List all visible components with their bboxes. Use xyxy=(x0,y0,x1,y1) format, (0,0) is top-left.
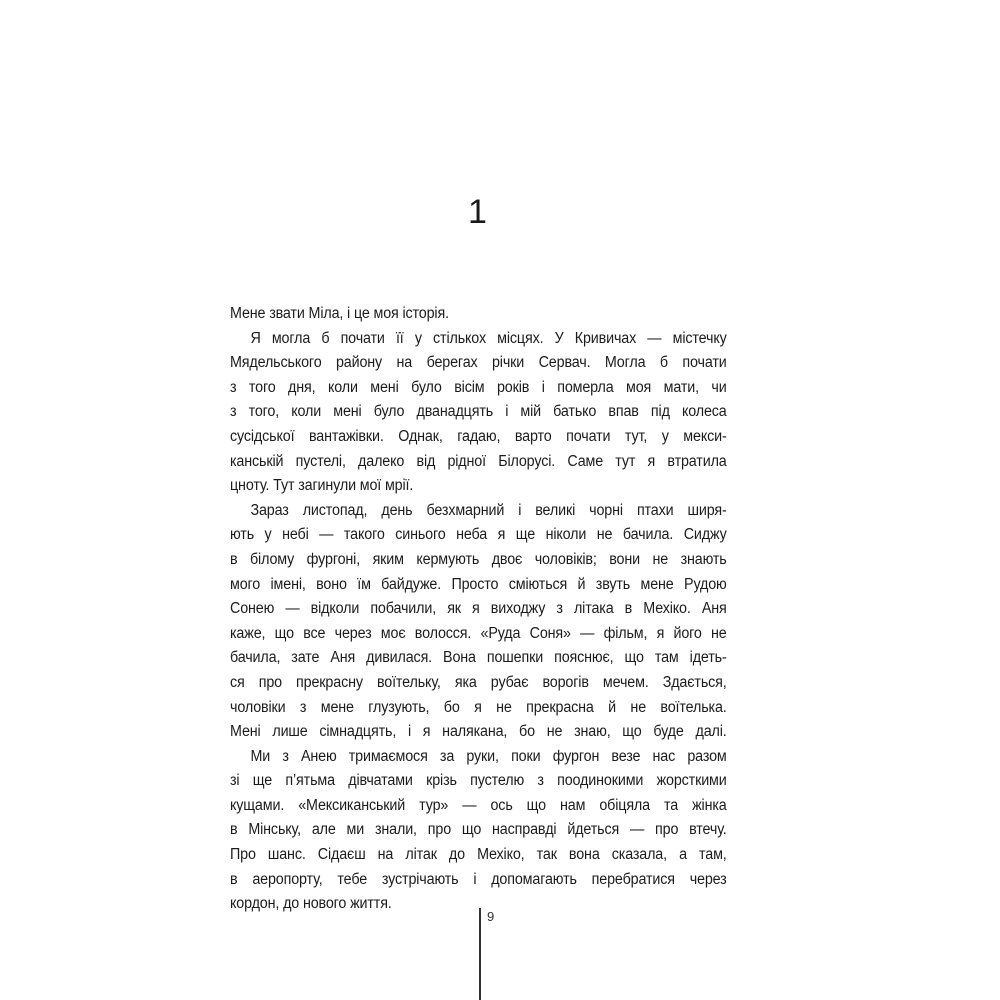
text-line: в Мінську, але ми знали, про що насправді йдеться — про втечу. xyxy=(230,821,727,839)
text-line: Про шанс. Сідаєш на літак до Мехіко, так вона сказала, а там, xyxy=(230,846,727,864)
text-line: в білому фургоні, яким кермують двоє чоловіків; вони не знають xyxy=(230,550,727,568)
text-line: Сонею — відколи побачили, як я виходжу з літака в Мехіко. Аня xyxy=(230,600,727,618)
text-line: мого імені, воно їм байдуже. Просто сміються й звуть мене Рудою xyxy=(230,575,727,593)
text-line: Мядельського району на берегах річки Сервач. Могла б почати xyxy=(230,354,727,372)
text-line: бачила, зате Аня дивилася. Вона пошепки пояснює, що там ідеть- xyxy=(230,649,727,667)
text-line: сусідської вантажівки. Однак, гадаю, варто почати тут, у мекси- xyxy=(230,427,727,445)
text-line: канській пустелі, далеко від рідної Білорусі. Саме тут я втратила xyxy=(230,452,727,470)
text-line: Ми з Анею тримаємося за руки, поки фургон везе нас разом xyxy=(250,747,727,765)
text-line: ють у небі — такого синього неба я ще ніколи не бачила. Сиджу xyxy=(230,526,727,544)
text-line: Я могла б почати її у стількох місцях. У Кривичах — містечку xyxy=(250,329,727,347)
text-line: каже, що все через моє волосся. «Руда Соня» — фільм, я його не xyxy=(230,624,727,642)
text-line: з того дня, коли мені було вісім років і померла моя мати, чи xyxy=(230,378,727,396)
text-line: кущами. «Мексиканський тур» — ось що нам обіцяла та жінка xyxy=(230,796,727,814)
page-number: 9 xyxy=(487,909,495,924)
text-line: кордон, до нового життя. xyxy=(230,895,392,913)
text-line: зі ще п’ятьма дівчатами крізь пустелю з поодинокими жорсткими xyxy=(230,772,727,790)
text-line: Мене звати Міла, і це моя історія. xyxy=(230,305,449,322)
text-line: Мені лише сімнадцять, і я налякана, бо не знаю, що буде далі. xyxy=(230,723,727,741)
folio-rule xyxy=(479,908,481,1000)
text-line: Зараз листопад, день безхмарний і великі чорні птахи ширя- xyxy=(250,501,727,519)
chapter-number: 1 xyxy=(468,193,487,231)
text-line: з того, коли мені було дванадцять і мій батько впав під колеса xyxy=(230,403,727,421)
text-line: чоловіки з мене глузують, бо я не прекрасна й не воїтелька. xyxy=(230,698,727,716)
chapter-text xyxy=(230,302,727,917)
text-line: цноту. Тут загинули мої мрії. xyxy=(230,477,414,495)
text-line: в аеропорту, тебе зустрічають і допомагають перебратися через xyxy=(230,870,727,888)
text-line: ся про прекрасну воїтельку, яка рубає ворогів мечем. Здається, xyxy=(230,673,727,691)
